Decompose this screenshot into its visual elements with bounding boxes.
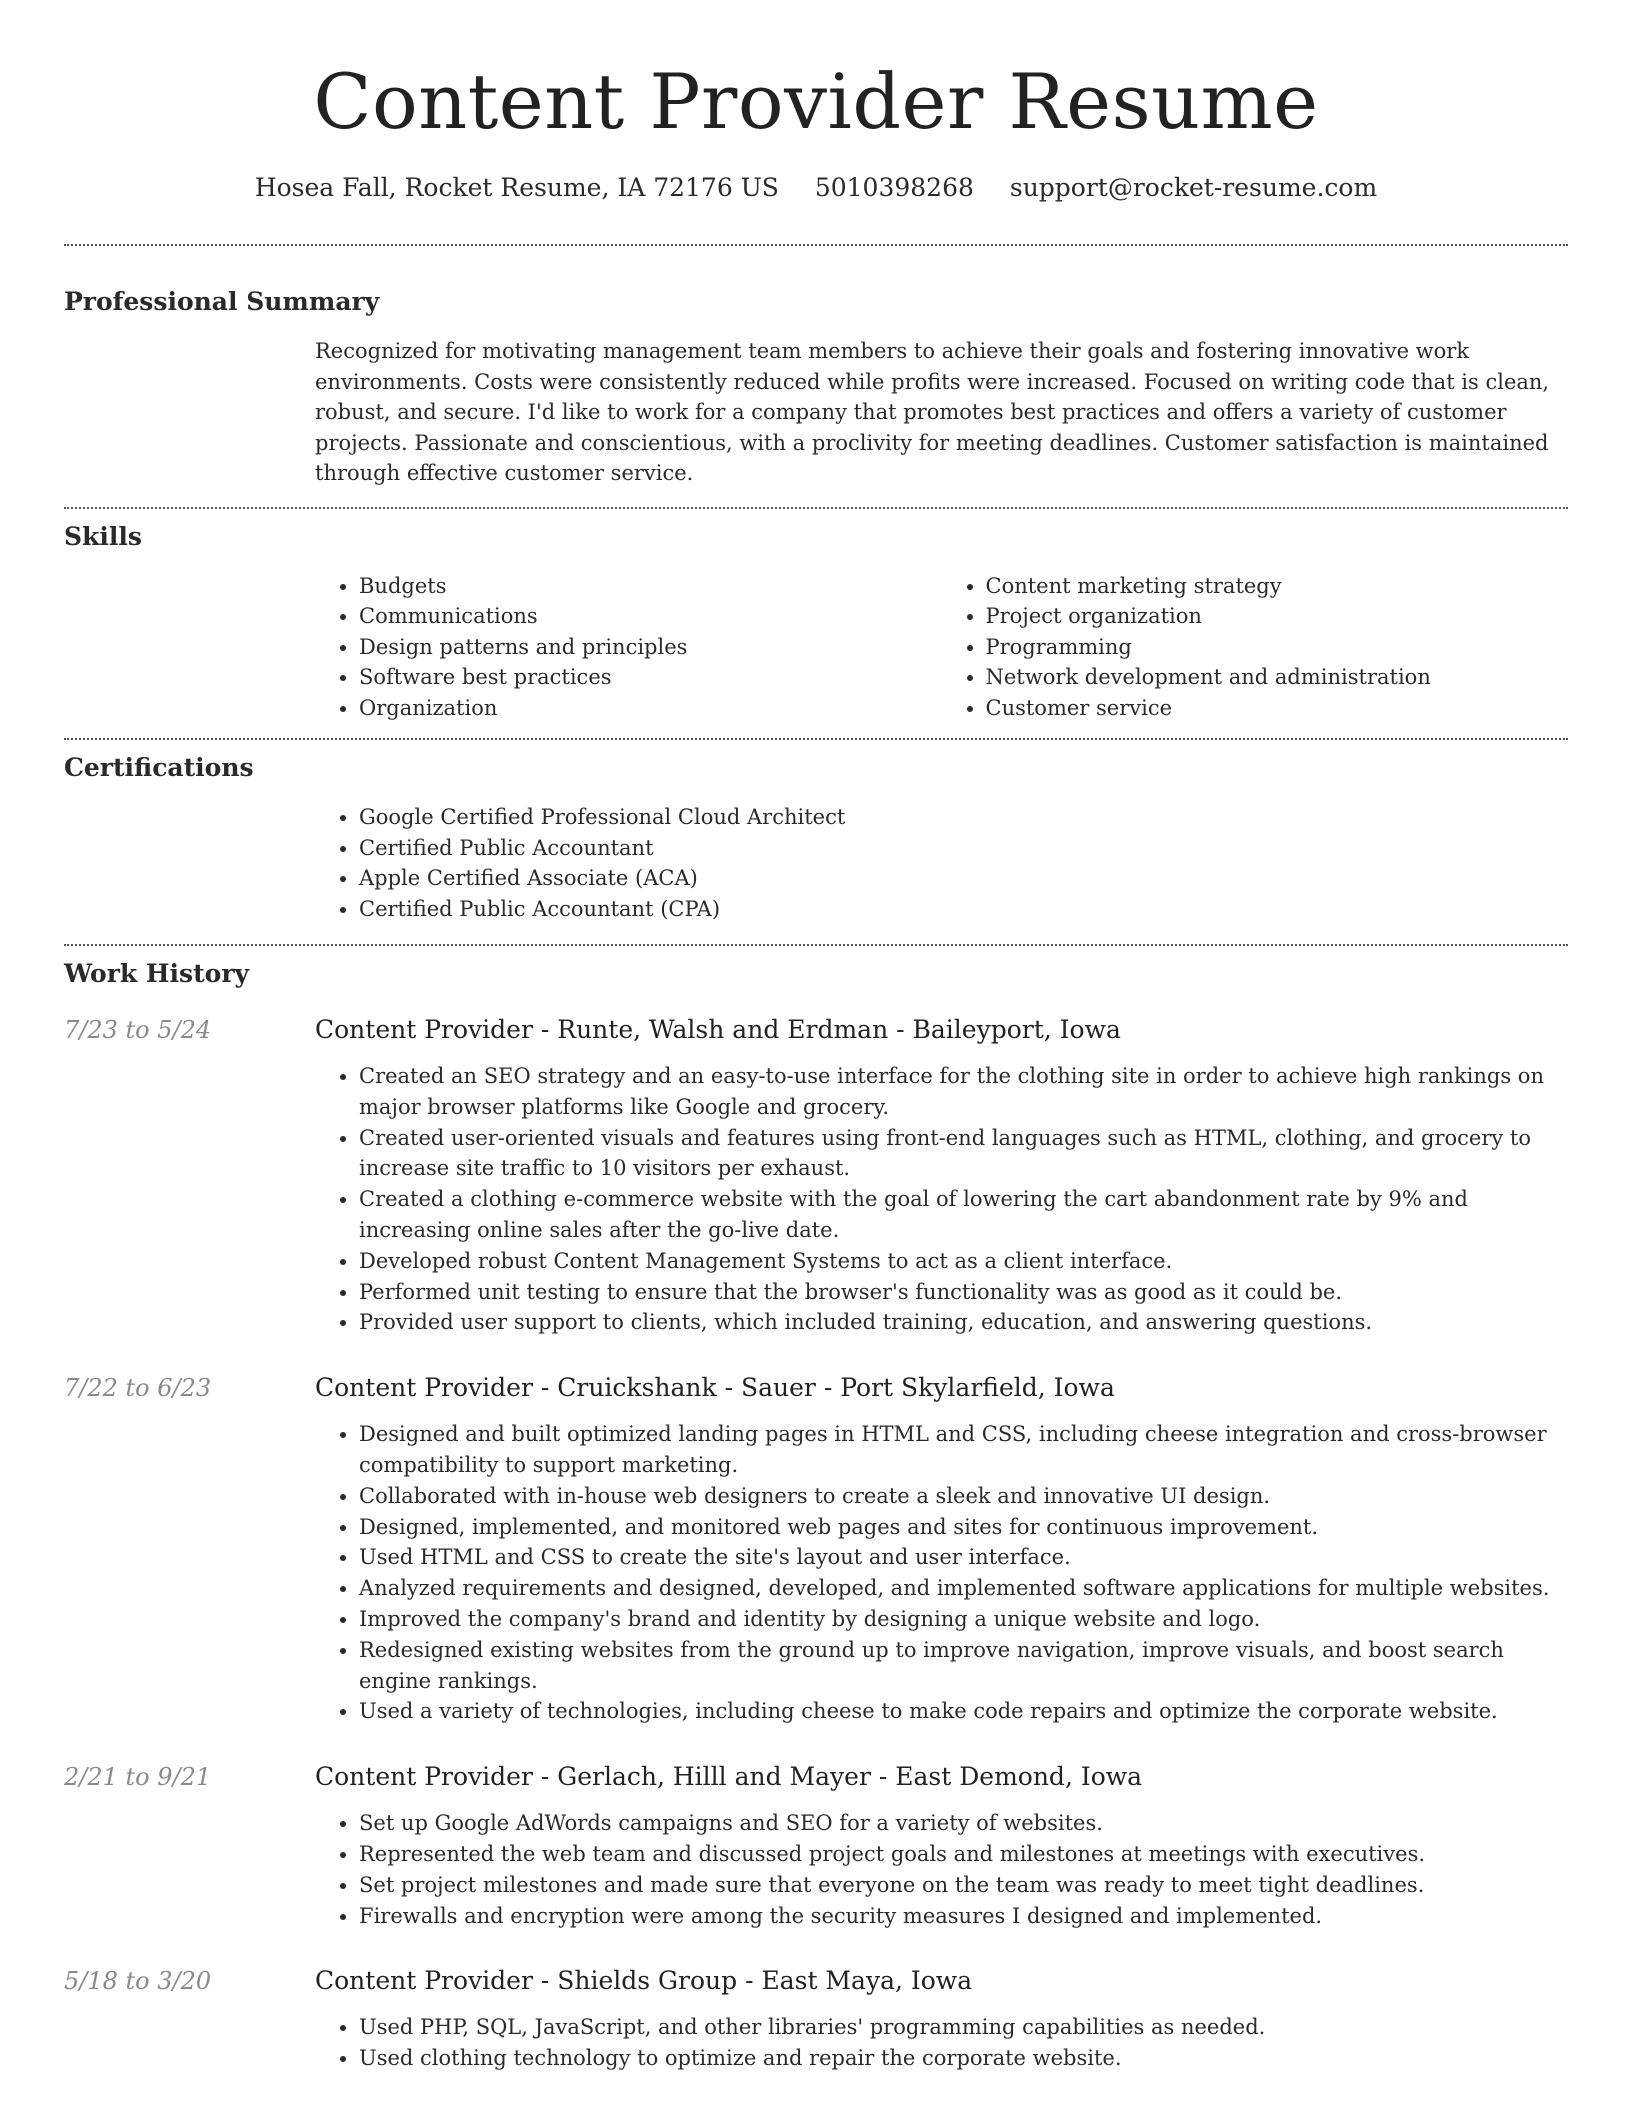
resume-page bbox=[64, 0, 1568, 2074]
list-item: • Content marketing strategy bbox=[986, 571, 1569, 602]
list-item: • Used a variety of technologies, including cheese to make code repairs and optimize the corporate website. bbox=[359, 1696, 1568, 1727]
job-entry bbox=[64, 1371, 1568, 1727]
contact-address: Hosea Fall, Rocket Resume, IA 72176 US bbox=[254, 173, 779, 202]
summary-heading: Professional Summary bbox=[64, 287, 380, 316]
list-item: • Budgets bbox=[359, 571, 942, 602]
list-item: • Set up Google AdWords campaigns and SEO for a variety of websites. bbox=[359, 1808, 1568, 1839]
list-item: • Developed robust Content Management Systems to act as a client interface. bbox=[359, 1246, 1568, 1277]
job-dates: 7/22 to 6/23 bbox=[64, 1374, 212, 1403]
list-item: • Collaborated with in-house web designers to create a sleek and innovative UI design. bbox=[359, 1481, 1568, 1512]
list-item: • Created an SEO strategy and an easy-to-use interface for the clothing site in order to achieve high rankings on major browser platforms like Google and grocery. bbox=[359, 1061, 1568, 1123]
job-entry bbox=[64, 1760, 1568, 1931]
job-header bbox=[64, 1760, 1568, 1794]
job-entry bbox=[64, 1964, 1568, 2074]
list-item: • Analyzed requirements and designed, developed, and implemented software applications for multiple websites. bbox=[359, 1573, 1568, 1604]
list-item: • Designed, implemented, and monitored web pages and sites for continuous improvement. bbox=[359, 1512, 1568, 1543]
list-item: • Communications bbox=[359, 601, 942, 632]
summary-section bbox=[64, 285, 1568, 489]
divider bbox=[64, 944, 1568, 946]
job-bullets bbox=[315, 1061, 1568, 1338]
list-item: • Apple Certified Associate (ACA) bbox=[359, 863, 1568, 894]
job-bullets bbox=[315, 1419, 1568, 1727]
list-item: • Organization bbox=[359, 693, 942, 724]
job-bullet-list bbox=[315, 1419, 1568, 1727]
list-item: • Used clothing technology to optimize and repair the corporate website. bbox=[359, 2043, 1568, 2074]
list-item: • Improved the company's brand and identity by designing a unique website and logo. bbox=[359, 1604, 1568, 1635]
skills-section bbox=[64, 520, 1568, 724]
certifications-list-wrap bbox=[315, 802, 1568, 924]
list-item: • Created user-oriented visuals and features using front-end languages such as HTML, clothing, and grocery to increase site traffic to 10 visitors per exhaust. bbox=[359, 1123, 1568, 1185]
job-title: Content Provider - Gerlach, Hilll and Mayer - East Demond, Iowa bbox=[315, 1762, 1143, 1792]
list-item: • Created a clothing e-commerce website with the goal of lowering the cart abandonment rate by 9% and increasing online sales after the go-live date. bbox=[359, 1184, 1568, 1246]
list-item: • Provided user support to clients, which included training, education, and answering questions. bbox=[359, 1307, 1568, 1338]
certifications-list bbox=[315, 802, 1568, 924]
job-header bbox=[64, 1371, 1568, 1405]
list-item: • Design patterns and principles bbox=[359, 632, 942, 663]
job-bullets bbox=[315, 1808, 1568, 1931]
list-item: • Represented the web team and discussed project goals and milestones at meetings with executives. bbox=[359, 1839, 1568, 1870]
job-title: Content Provider - Shields Group - East Maya, Iowa bbox=[315, 1966, 973, 1996]
job-dates: 2/21 to 9/21 bbox=[64, 1763, 212, 1792]
certifications-section bbox=[64, 751, 1568, 924]
skills-heading: Skills bbox=[64, 521, 142, 551]
job-dates: 7/23 to 5/24 bbox=[64, 1016, 212, 1044]
list-item: • Software best practices bbox=[359, 662, 942, 693]
page-title: Content Provider Resume bbox=[313, 57, 1319, 146]
job-header bbox=[64, 1964, 1568, 1998]
skills-list-left bbox=[315, 571, 942, 724]
list-item: • Programming bbox=[986, 632, 1569, 663]
job-bullet-list bbox=[315, 1808, 1568, 1931]
job-entry bbox=[64, 1013, 1568, 1338]
job-bullet-list bbox=[315, 2012, 1568, 2074]
job-dates: 5/18 to 3/20 bbox=[64, 1967, 212, 1996]
divider bbox=[64, 738, 1568, 740]
list-item: • Redesigned existing websites from the ground up to improve navigation, improve visuals, and boost search engine rankings. bbox=[359, 1635, 1568, 1697]
list-item: • Used HTML and CSS to create the site's layout and user interface. bbox=[359, 1542, 1568, 1573]
divider bbox=[64, 507, 1568, 509]
job-title: Content Provider - Cruickshank - Sauer - Port Skylarfield, Iowa bbox=[315, 1373, 1115, 1403]
list-item: • Firewalls and encryption were among the security measures I designed and implemented. bbox=[359, 1901, 1568, 1932]
job-title: Content Provider - Runte, Walsh and Erdman - Baileyport, Iowa bbox=[315, 1015, 1121, 1044]
job-header bbox=[64, 1013, 1568, 1047]
list-item: • Network development and administration bbox=[986, 662, 1569, 693]
list-item: • Certified Public Accountant bbox=[359, 833, 1568, 864]
certifications-heading: Certifications bbox=[64, 753, 254, 782]
contact-email: support@rocket-resume.com bbox=[1009, 173, 1378, 202]
skills-grid bbox=[315, 571, 1568, 724]
job-bullets bbox=[315, 2012, 1568, 2074]
list-item: • Certified Public Accountant (CPA) bbox=[359, 894, 1568, 925]
job-bullet-list bbox=[315, 1061, 1568, 1338]
skills-list-right bbox=[942, 571, 1569, 724]
contact-phone: 5010398268 bbox=[814, 173, 974, 202]
summary-text: Recognized for motivating management team members to achieve their goals and fostering innovative work environments. Costs were consistently reduced while profits were increased. Focused on writing code that is clean, robust, and secure. I'd like to work for a company that promotes best practices and offers a variety of customer projects. Passionate and conscientious, with a proclivity for meeting deadlines. Customer satisfaction is maintained through effective customer service. bbox=[315, 339, 1550, 485]
list-item: • Used PHP, SQL, JavaScript, and other libraries' programming capabilities as needed. bbox=[359, 2012, 1568, 2043]
list-item: • Designed and built optimized landing pages in HTML and CSS, including cheese integration and cross-browser compatibility to support marketing. bbox=[359, 1419, 1568, 1481]
work-heading: Work History bbox=[64, 959, 250, 988]
list-item: • Customer service bbox=[986, 693, 1569, 724]
list-item: • Performed unit testing to ensure that the browser's functionality was as good as it could be. bbox=[359, 1277, 1568, 1308]
list-item: • Google Certified Professional Cloud Architect bbox=[359, 802, 1568, 833]
list-item: • Project organization bbox=[986, 601, 1569, 632]
divider bbox=[64, 244, 1568, 246]
work-section bbox=[64, 957, 1568, 2074]
list-item: • Set project milestones and made sure that everyone on the team was ready to meet tight deadlines. bbox=[359, 1870, 1568, 1901]
contact-line bbox=[64, 170, 1568, 206]
